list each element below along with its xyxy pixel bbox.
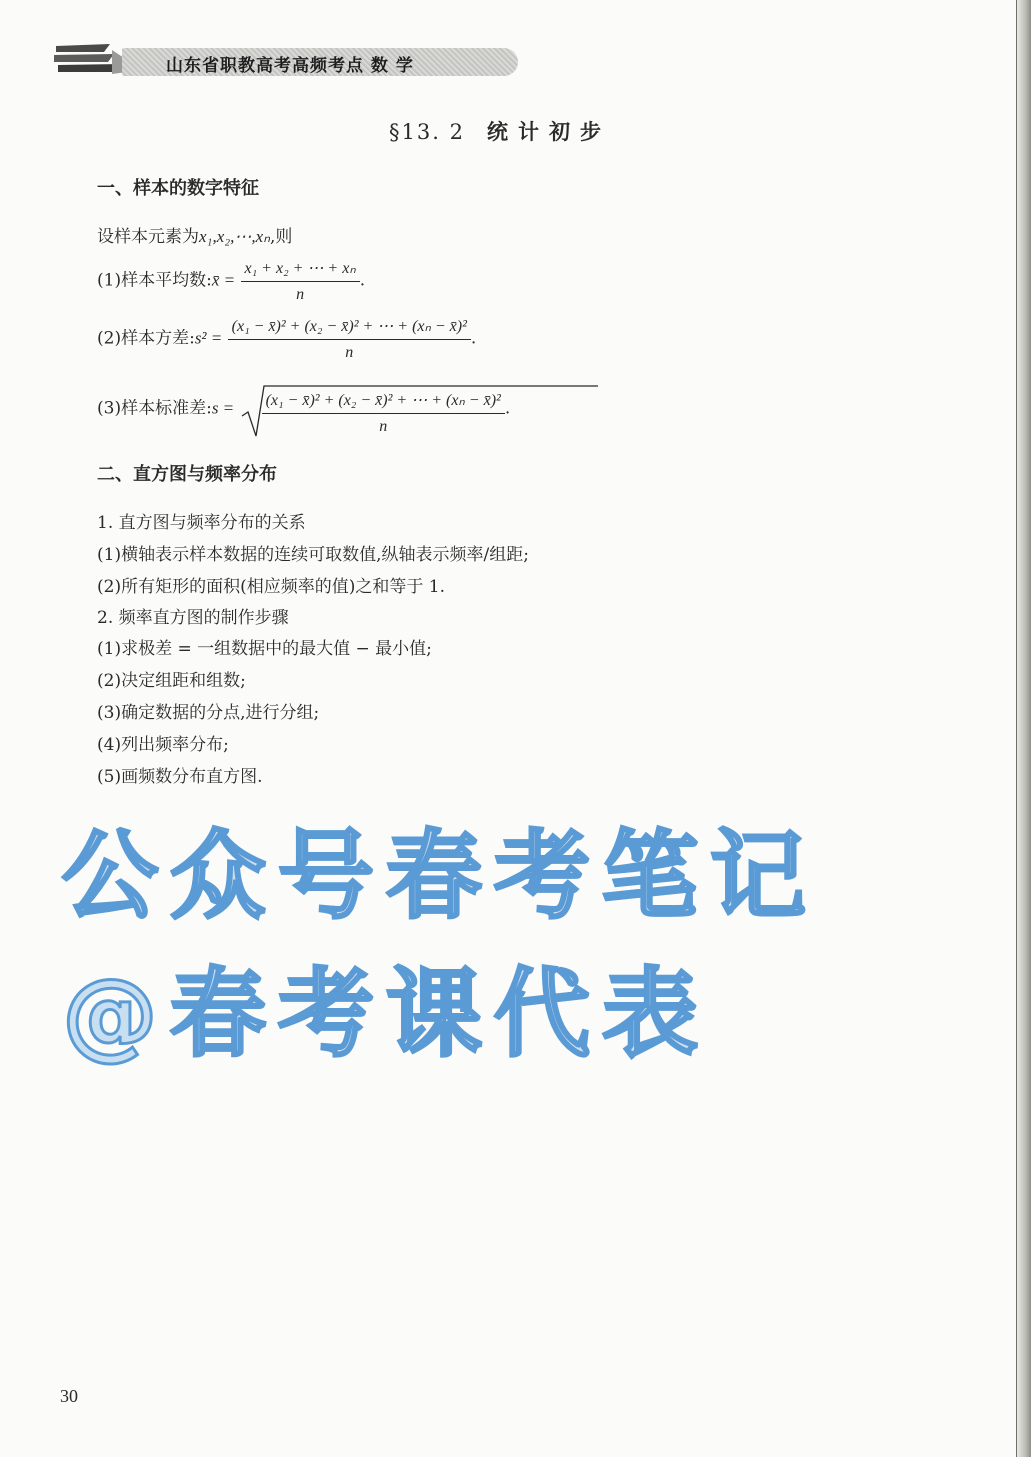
- mean-formula: (1)样本平均数:x̄ = $\frac{\text{x₁ + x₂ + ⋯ + xₙ}}{n}$ .: [97, 260, 366, 303]
- heading-sample-features: 一、样本的数字特征: [97, 178, 259, 199]
- text-line: (1)求极差 = 一组数据中的最大值 − 最小值;: [97, 639, 432, 659]
- std-sqrt: [240, 382, 505, 436]
- watermark-line-2: @春考课代表: [62, 958, 710, 1070]
- text-line: (2)所有矩形的面积(相应频率的值)之和等于 1.: [97, 577, 445, 597]
- variance-fraction: [228, 316, 471, 362]
- text-line: (2)决定组距和组数;: [97, 671, 246, 691]
- std-denominator: n: [379, 418, 388, 435]
- variance-lhs: s² =: [194, 328, 223, 348]
- page-edge: [1017, 0, 1031, 1457]
- text-line: 2. 频率直方图的制作步骤: [97, 608, 289, 628]
- variance-numerator: (x₁ − x̄)² + (x₂ − x̄)² + ⋯ + (xₙ − x̄)²: [228, 316, 471, 340]
- std-lhs: s =: [211, 398, 235, 418]
- mean-denominator: n: [296, 286, 305, 303]
- intro-vars: x₁,x₂,⋯,xₙ: [199, 227, 270, 246]
- variance-label: (2)样本方差:: [97, 328, 195, 349]
- text-line: (4)列出频率分布;: [97, 735, 229, 755]
- std-formula: (3)样本标准差:s = $\frac{\text{(x₁ − x̄)² + (x₂ − x̄)² + ⋯ + (xₙ − x̄)²}}{n}$ .: [97, 382, 510, 436]
- section-name: 统计初步: [486, 120, 611, 144]
- intro-text: 设样本元素为: [97, 227, 199, 247]
- section-number: §13. 2: [389, 120, 465, 144]
- intro-line: [97, 222, 292, 247]
- header-title: 山东省职教高考高频考点 数 学: [166, 56, 414, 76]
- text-line: (5)画频数分布直方图.: [97, 767, 263, 787]
- mean-label: (1)样本平均数:: [97, 270, 212, 291]
- running-header: [52, 40, 472, 80]
- sqrt-radical-icon: [240, 382, 600, 440]
- mean-lhs: x̄ =: [211, 270, 236, 290]
- section-title: [0, 116, 1000, 146]
- text-line: (3)确定数据的分点,进行分组;: [97, 703, 320, 723]
- std-label: (3)样本标准差:: [97, 398, 212, 419]
- watermark-line-1: 公众号春考笔记: [62, 820, 818, 932]
- variance-formula: (2)样本方差:s² = $\frac{\text{(x₁ − x̄)² + (x₂ − x̄)² + ⋯ + (xₙ − x̄)²}}{n}$ .: [97, 318, 477, 361]
- text-line: 1. 直方图与频率分布的关系: [97, 513, 306, 533]
- mean-numerator: x₁ + x₂ + ⋯ + xₙ: [241, 258, 360, 282]
- intro-end: ,则: [269, 227, 293, 247]
- mean-fraction: [241, 258, 360, 304]
- std-numerator: (x₁ − x̄)² + (x₂ − x̄)² + ⋯ + (xₙ − x̄)²: [262, 390, 505, 414]
- variance-denominator: n: [345, 344, 354, 361]
- heading-histogram: 二、直方图与频率分布: [97, 464, 277, 485]
- text-line: (1)横轴表示样本数据的连续可取数值,纵轴表示频率/组距;: [97, 545, 529, 565]
- page-number: 30: [60, 1386, 78, 1406]
